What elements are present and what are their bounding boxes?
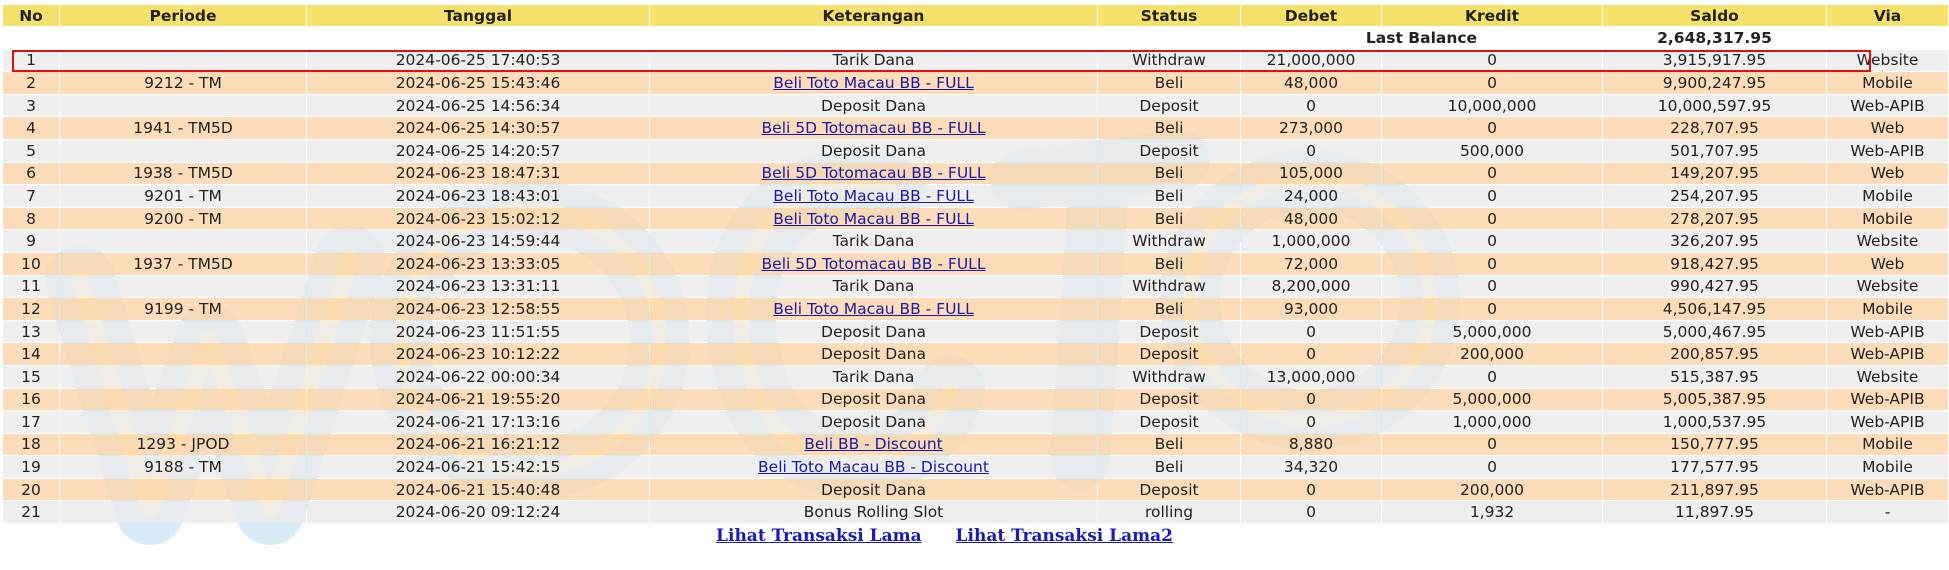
cell-no: 14: [3, 343, 59, 365]
cell-status: Deposit: [1098, 389, 1240, 411]
cell-debet: 0: [1241, 321, 1381, 343]
cell-keterangan: Deposit Dana: [650, 140, 1097, 162]
cell-keterangan: [650, 163, 1097, 185]
cell-via: Web-APIB: [1827, 389, 1948, 411]
cell-status: Beli: [1098, 72, 1240, 94]
cell-no: 18: [3, 434, 59, 456]
header-via: Via: [1827, 5, 1948, 26]
cell-tanggal: 2024-06-25 17:40:53: [307, 50, 649, 72]
cell-debet: 8,880: [1241, 434, 1381, 456]
cell-no: 2: [3, 72, 59, 94]
cell-tanggal: 2024-06-23 12:58:55: [307, 298, 649, 320]
cell-periode: [60, 230, 306, 252]
cell-kredit: 10,000,000: [1382, 95, 1602, 117]
cell-keterangan: [650, 253, 1097, 275]
cell-keterangan: Deposit Dana: [650, 95, 1097, 117]
cell-tanggal: 2024-06-23 14:59:44: [307, 230, 649, 252]
last-balance-label: Last Balance: [1241, 27, 1602, 49]
cell-periode: [60, 50, 306, 72]
cell-via: Website: [1827, 230, 1948, 252]
cell-kredit: 0: [1382, 434, 1602, 456]
cell-keterangan: [650, 456, 1097, 478]
cell-debet: 24,000: [1241, 185, 1381, 207]
header-tanggal: Tanggal: [307, 5, 649, 26]
transaction-detail-link[interactable]: Beli Toto Macau BB - FULL: [773, 186, 974, 205]
cell-via: Web: [1827, 117, 1948, 139]
cell-tanggal: 2024-06-23 15:02:12: [307, 208, 649, 230]
cell-debet: 1,000,000: [1241, 230, 1381, 252]
table-row: [3, 479, 1948, 501]
cell-no: 20: [3, 479, 59, 501]
cell-tanggal: 2024-06-25 14:56:34: [307, 95, 649, 117]
cell-status: Beli: [1098, 163, 1240, 185]
cell-kredit: 0: [1382, 50, 1602, 72]
cell-periode: [60, 321, 306, 343]
table-header: [3, 5, 1948, 26]
cell-via: Website: [1827, 276, 1948, 298]
table-row: [3, 117, 1948, 139]
cell-kredit: 0: [1382, 230, 1602, 252]
cell-no: 4: [3, 117, 59, 139]
cell-keterangan: Deposit Dana: [650, 389, 1097, 411]
cell-status: Deposit: [1098, 321, 1240, 343]
cell-debet: 0: [1241, 95, 1381, 117]
cell-status: Beli: [1098, 253, 1240, 275]
cell-tanggal: 2024-06-23 13:31:11: [307, 276, 649, 298]
cell-keterangan: Deposit Dana: [650, 343, 1097, 365]
cell-keterangan: Tarik Dana: [650, 230, 1097, 252]
cell-debet: 48,000: [1241, 208, 1381, 230]
header-keterangan: Keterangan: [650, 5, 1097, 26]
cell-periode: [60, 479, 306, 501]
transaction-detail-link[interactable]: Beli BB - Discount: [804, 435, 943, 454]
cell-debet: 0: [1241, 501, 1381, 523]
cell-periode: 1938 - TM5D: [60, 163, 306, 185]
cell-tanggal: 2024-06-23 18:43:01: [307, 185, 649, 207]
header-debet: Debet: [1241, 5, 1381, 26]
cell-saldo: 326,207.95: [1603, 230, 1826, 252]
table-row: [3, 185, 1948, 207]
cell-periode: 1293 - JPOD: [60, 434, 306, 456]
cell-keterangan: [650, 72, 1097, 94]
cell-debet: 34,320: [1241, 456, 1381, 478]
cell-kredit: 500,000: [1382, 140, 1602, 162]
cell-debet: 8,200,000: [1241, 276, 1381, 298]
cell-kredit: 200,000: [1382, 343, 1602, 365]
cell-no: 21: [3, 501, 59, 523]
cell-kredit: 0: [1382, 117, 1602, 139]
transaction-detail-link[interactable]: Beli 5D Totomacau BB - FULL: [761, 254, 986, 273]
cell-periode: [60, 389, 306, 411]
cell-no: 11: [3, 276, 59, 298]
transaction-detail-link[interactable]: Beli 5D Totomacau BB - FULL: [761, 119, 986, 138]
cell-status: Beli: [1098, 434, 1240, 456]
cell-periode: 9201 - TM: [60, 185, 306, 207]
cell-tanggal: 2024-06-22 00:00:34: [307, 366, 649, 388]
cell-saldo: 9,900,247.95: [1603, 72, 1826, 94]
table-row: [3, 434, 1948, 456]
cell-periode: [60, 140, 306, 162]
header-no: No: [3, 5, 59, 26]
cell-no: 17: [3, 411, 59, 433]
cell-keterangan: [650, 117, 1097, 139]
cell-via: Mobile: [1827, 298, 1948, 320]
cell-status: Deposit: [1098, 140, 1240, 162]
table-row: [3, 230, 1948, 252]
transaction-detail-link[interactable]: Beli 5D Totomacau BB - FULL: [761, 164, 986, 183]
cell-saldo: 200,857.95: [1603, 343, 1826, 365]
table-row: [3, 366, 1948, 388]
cell-tanggal: 2024-06-25 15:43:46: [307, 72, 649, 94]
footer-links: [0, 526, 1889, 546]
cell-saldo: 177,577.95: [1603, 456, 1826, 478]
cell-status: Beli: [1098, 208, 1240, 230]
cell-debet: 105,000: [1241, 163, 1381, 185]
table-row: [3, 276, 1948, 298]
header-periode: Periode: [60, 5, 306, 26]
cell-debet: 0: [1241, 411, 1381, 433]
cell-saldo: 3,915,917.95: [1603, 50, 1826, 72]
cell-keterangan: Deposit Dana: [650, 411, 1097, 433]
cell-no: 13: [3, 321, 59, 343]
cell-via: Mobile: [1827, 208, 1948, 230]
cell-kredit: 0: [1382, 185, 1602, 207]
cell-kredit: 5,000,000: [1382, 389, 1602, 411]
cell-kredit: 0: [1382, 276, 1602, 298]
cell-tanggal: 2024-06-25 14:20:57: [307, 140, 649, 162]
cell-kredit: 1,932: [1382, 501, 1602, 523]
cell-debet: 273,000: [1241, 117, 1381, 139]
cell-via: Web-APIB: [1827, 95, 1948, 117]
cell-status: Beli: [1098, 298, 1240, 320]
cell-tanggal: 2024-06-21 15:42:15: [307, 456, 649, 478]
cell-via: Web-APIB: [1827, 411, 1948, 433]
cell-kredit: 0: [1382, 208, 1602, 230]
cell-keterangan: [650, 208, 1097, 230]
cell-tanggal: 2024-06-23 11:51:55: [307, 321, 649, 343]
cell-status: Withdraw: [1098, 50, 1240, 72]
cell-kredit: 0: [1382, 298, 1602, 320]
cell-saldo: 4,506,147.95: [1603, 298, 1826, 320]
cell-debet: 0: [1241, 140, 1381, 162]
table-row: [3, 411, 1948, 433]
table-row: [3, 50, 1948, 72]
cell-keterangan: Tarik Dana: [650, 366, 1097, 388]
cell-periode: [60, 95, 306, 117]
cell-via: Web: [1827, 163, 1948, 185]
table-row: [3, 298, 1948, 320]
cell-debet: 0: [1241, 343, 1381, 365]
table-row: [3, 343, 1948, 365]
transaction-detail-link[interactable]: Beli Toto Macau BB - FULL: [773, 73, 974, 92]
cell-via: Web-APIB: [1827, 343, 1948, 365]
cell-status: Deposit: [1098, 343, 1240, 365]
cell-via: Mobile: [1827, 72, 1948, 94]
cell-keterangan: [650, 185, 1097, 207]
cell-saldo: 278,207.95: [1603, 208, 1826, 230]
cell-tanggal: 2024-06-21 19:55:20: [307, 389, 649, 411]
cell-keterangan: [650, 434, 1097, 456]
table-row: [3, 140, 1948, 162]
cell-tanggal: 2024-06-21 15:40:48: [307, 479, 649, 501]
cell-no: 6: [3, 163, 59, 185]
cell-debet: 21,000,000: [1241, 50, 1381, 72]
cell-no: 8: [3, 208, 59, 230]
cell-status: Deposit: [1098, 479, 1240, 501]
cell-no: 5: [3, 140, 59, 162]
cell-debet: 93,000: [1241, 298, 1381, 320]
cell-periode: [60, 501, 306, 523]
cell-status: Withdraw: [1098, 230, 1240, 252]
cell-debet: 48,000: [1241, 72, 1381, 94]
cell-tanggal: 2024-06-20 09:12:24: [307, 501, 649, 523]
cell-via: Web-APIB: [1827, 321, 1948, 343]
cell-debet: 0: [1241, 389, 1381, 411]
cell-periode: [60, 276, 306, 298]
cell-saldo: 918,427.95: [1603, 253, 1826, 275]
cell-status: rolling: [1098, 501, 1240, 523]
cell-no: 7: [3, 185, 59, 207]
cell-saldo: 10,000,597.95: [1603, 95, 1826, 117]
cell-status: Beli: [1098, 185, 1240, 207]
cell-tanggal: 2024-06-23 10:12:22: [307, 343, 649, 365]
cell-periode: 9188 - TM: [60, 456, 306, 478]
cell-kredit: 0: [1382, 253, 1602, 275]
transaction-detail-link[interactable]: Beli Toto Macau BB - FULL: [773, 209, 974, 228]
table-row: [3, 321, 1948, 343]
cell-kredit: 0: [1382, 72, 1602, 94]
cell-tanggal: 2024-06-21 17:13:16: [307, 411, 649, 433]
header-saldo: Saldo: [1603, 5, 1826, 26]
cell-keterangan: Tarik Dana: [650, 276, 1097, 298]
cell-saldo: 211,897.95: [1603, 479, 1826, 501]
transaction-detail-link[interactable]: Beli Toto Macau BB - Discount: [758, 458, 989, 477]
cell-no: 9: [3, 230, 59, 252]
transaction-table: [2, 4, 1949, 524]
cell-saldo: 990,427.95: [1603, 276, 1826, 298]
cell-kredit: 1,000,000: [1382, 411, 1602, 433]
cell-no: 3: [3, 95, 59, 117]
cell-no: 12: [3, 298, 59, 320]
table-row: [3, 389, 1948, 411]
cell-via: Web-APIB: [1827, 140, 1948, 162]
cell-status: Deposit: [1098, 95, 1240, 117]
cell-periode: 9199 - TM: [60, 298, 306, 320]
cell-tanggal: 2024-06-21 16:21:12: [307, 434, 649, 456]
cell-kredit: 200,000: [1382, 479, 1602, 501]
cell-debet: 0: [1241, 479, 1381, 501]
cell-kredit: 5,000,000: [1382, 321, 1602, 343]
cell-tanggal: 2024-06-23 18:47:31: [307, 163, 649, 185]
cell-periode: 1937 - TM5D: [60, 253, 306, 275]
cell-keterangan: Bonus Rolling Slot: [650, 501, 1097, 523]
cell-via: Website: [1827, 366, 1948, 388]
cell-via: Website: [1827, 50, 1948, 72]
cell-debet: 72,000: [1241, 253, 1381, 275]
cell-periode: [60, 366, 306, 388]
cell-keterangan: Deposit Dana: [650, 479, 1097, 501]
cell-saldo: 11,897.95: [1603, 501, 1826, 523]
cell-saldo: 228,707.95: [1603, 117, 1826, 139]
cell-tanggal: 2024-06-25 14:30:57: [307, 117, 649, 139]
cell-kredit: 0: [1382, 163, 1602, 185]
cell-keterangan: [650, 298, 1097, 320]
cell-via: Web-APIB: [1827, 479, 1948, 501]
cell-keterangan: Tarik Dana: [650, 50, 1097, 72]
table-row: [3, 501, 1948, 523]
cell-no: 19: [3, 456, 59, 478]
cell-periode: 1941 - TM5D: [60, 117, 306, 139]
cell-saldo: 5,005,387.95: [1603, 389, 1826, 411]
cell-saldo: 501,707.95: [1603, 140, 1826, 162]
cell-kredit: 0: [1382, 366, 1602, 388]
cell-debet: 13,000,000: [1241, 366, 1381, 388]
cell-no: 10: [3, 253, 59, 275]
cell-status: Beli: [1098, 456, 1240, 478]
table-row: [3, 456, 1948, 478]
cell-saldo: 149,207.95: [1603, 163, 1826, 185]
cell-via: Web: [1827, 253, 1948, 275]
table-row: [3, 72, 1948, 94]
old-transactions-link-2[interactable]: Lihat Transaksi Lama2: [955, 526, 1173, 547]
cell-periode: 9212 - TM: [60, 72, 306, 94]
cell-status: Withdraw: [1098, 366, 1240, 388]
cell-saldo: 515,387.95: [1603, 366, 1826, 388]
cell-via: Mobile: [1827, 434, 1948, 456]
cell-periode: [60, 343, 306, 365]
cell-status: Deposit: [1098, 411, 1240, 433]
header-status: Status: [1098, 5, 1240, 26]
cell-periode: 9200 - TM: [60, 208, 306, 230]
cell-via: Mobile: [1827, 185, 1948, 207]
cell-no: 15: [3, 366, 59, 388]
cell-saldo: 254,207.95: [1603, 185, 1826, 207]
cell-tanggal: 2024-06-23 13:33:05: [307, 253, 649, 275]
cell-via: Mobile: [1827, 456, 1948, 478]
table-row: [3, 95, 1948, 117]
cell-status: Beli: [1098, 117, 1240, 139]
cell-via: -: [1827, 501, 1948, 523]
table-row: [3, 208, 1948, 230]
cell-keterangan: Deposit Dana: [650, 321, 1097, 343]
last-balance-value: 2,648,317.95: [1603, 27, 1826, 49]
cell-no: 1: [3, 50, 59, 72]
cell-saldo: 5,000,467.95: [1603, 321, 1826, 343]
cell-no: 16: [3, 389, 59, 411]
table-row: [3, 163, 1948, 185]
cell-status: Withdraw: [1098, 276, 1240, 298]
transaction-detail-link[interactable]: Beli Toto Macau BB - FULL: [773, 299, 974, 318]
header-kredit: Kredit: [1382, 5, 1602, 26]
cell-periode: [60, 411, 306, 433]
old-transactions-link[interactable]: Lihat Transaksi Lama: [716, 526, 922, 547]
cell-saldo: 1,000,537.95: [1603, 411, 1826, 433]
cell-saldo: 150,777.95: [1603, 434, 1826, 456]
table-row: [3, 253, 1948, 275]
cell-kredit: 0: [1382, 456, 1602, 478]
last-balance-row: [3, 27, 1948, 49]
